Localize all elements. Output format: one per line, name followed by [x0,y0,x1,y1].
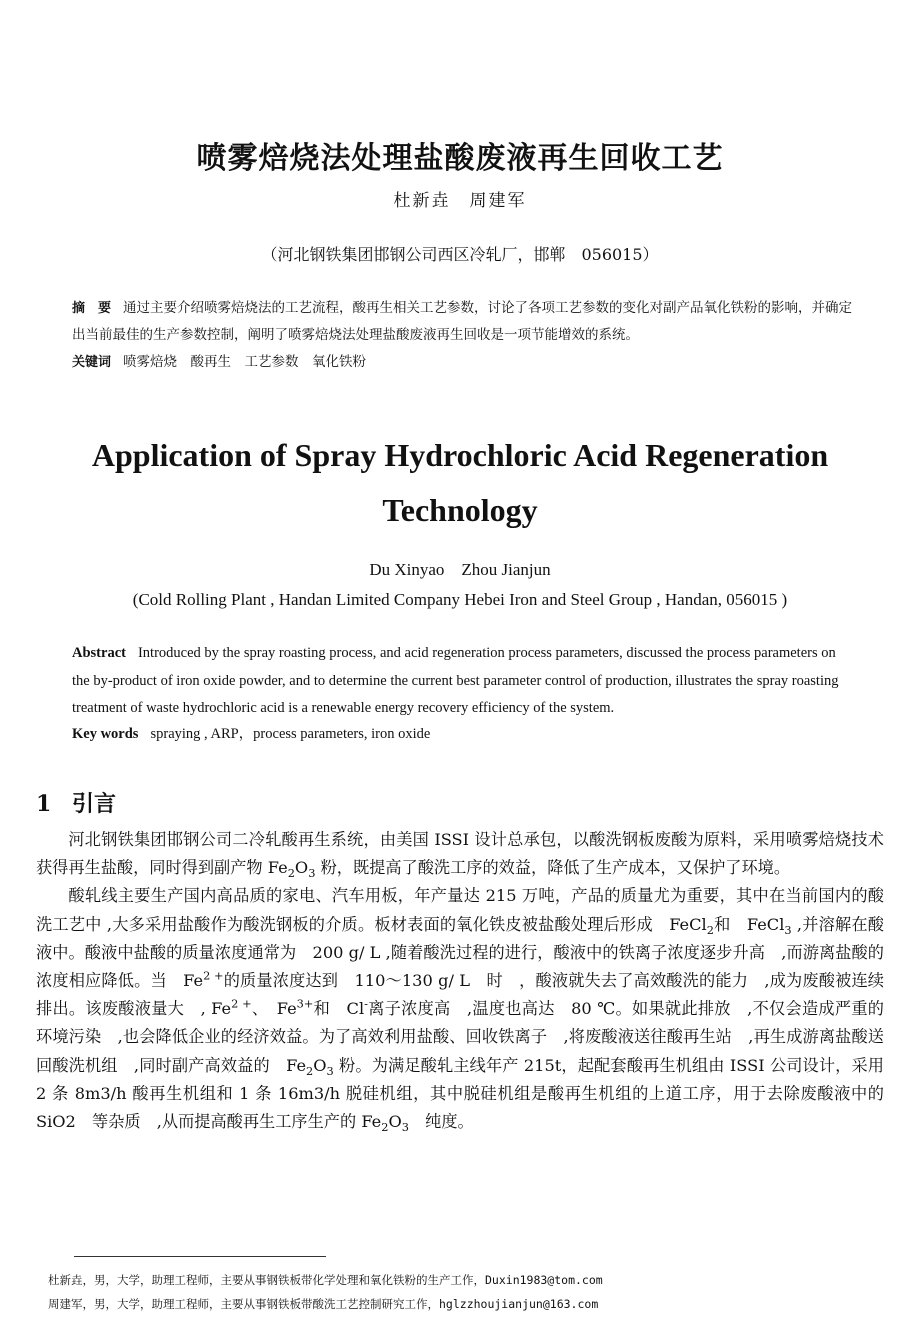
paragraph-2: 酸轧线主要生产国内高品质的家电、汽车用板，年产量达 215 万吨，产品的质量尤为重要，其中在当前国内的酸洗工艺中 ,大多采用盐酸作为酸洗钢板的介质。板材表面的氧化铁皮被盐酸处理后形成 FeCl$_2$和 FeCl$_3$ ,并溶解在酸液中。酸液中盐酸的质量浓度通常为 200 g/ L ,随着酸洗过程的进行，酸液中的铁离子浓度逐步升高 ,而游离盐酸的浓度相应降低。当 $Fe^{2 +}$的质量浓度达到 110～130 g/ L 时 ，酸液就失去了高效酸洗的能力 ,成为废酸被连续排出。该废酸液量大 , $Fe^{2 +}$、 $Fe^{3+}$和 Cl-离子浓度高 ,温度也高达 80 ℃。如果就此排放 ,不仅会造成严重的环境污染 ,也会降低企业的经济效益。为了高效利用盐酸、回收铁离子 ,将废酸液送往酸再生站 ,再生成游离盐酸送回酸洗机组 ,同时副产高效益的 $Fe_2O_3$ 粉。为满足酸轧主线年产 215t，起配套酸再生机组由 ISSI 公司设计，采用 2 条 8m3/h 酸再生机组和 1 条 16m3/h 脱硅机组，其中脱硅机组是酸再生机组的上道工序，用于去除废酸液中的 SiO2 等杂质 ,从而提高酸再生工序生产的 $Fe_2O_3$ 纯度。 [36,886,901,1135]
footnote-2: 周建军，男，大学，助理工程师，主要从事钢铁板带酸洗工艺控制研究工作，hglzzhoujianjun@163.com [48,1297,599,1311]
authors-cn: 杜新垚 周建军 [393,191,527,211]
section-number: 1 [36,791,52,817]
abstract-en-text: Introduced by the spray roasting process, and acid regeneration process parameters, discussed the process parameters on the by-product of iron oxide powder, and to determine the current best parameter control of production, illustrates the spray roasting treatment of waste hydrochloric acid is a renewable energy recovery efficiency of the system. [72,645,839,716]
section-heading [36,787,116,818]
keywords-en-label: Key words [72,726,139,742]
paragraph-1: 河北钢铁集团邯钢公司二冷轧酸再生系统，由美国 ISSI 设计总承包，以酸洗钢板废酸为原料，采用喷雾焙烧技术获得再生盐酸，同时得到副产物 $Fe_2O_3$ 粉，既提高了酸洗工序的效益，降低了生产成本，又保护了环境。 [36,830,884,881]
title-cn: 喷雾焙烧法处理盐酸废液再生回收工艺 [196,141,724,176]
abstract-en [72,640,848,723]
section-title: 引言 [72,791,117,817]
title-en-line2: Technology [382,492,538,528]
keywords-en [72,722,848,743]
footnote-1: 杜新垚，男，大学，助理工程师，主要从事钢铁板带化学处理和氧化铁粉的生产工作，Duxin1983@tom.com [48,1273,603,1287]
keywords-cn-label: 关键词 [72,355,112,370]
section-body [36,826,901,1136]
abstract-cn [72,295,852,349]
affiliation-en: (Cold Rolling Plant , Handan Limited Company Hebei Iron and Steel Group , Handan, 056015 ) [132,590,788,609]
keywords-cn [72,350,852,370]
authors-en: Du Xinyao Zhou Jianjun [369,560,551,579]
keywords-cn-text: 喷雾焙烧 酸再生 工艺参数 氧化铁粉 [123,354,367,370]
abstract-cn-text: 通过主要介绍喷雾焙烧法的工艺流程，酸再生相关工艺参数，讨论了各项工艺参数的变化对副产品氧化铁粉的影响，并确定出当前最佳的生产参数控制，阐明了喷雾焙烧法处理盐酸废液再生回收是一项节能增效的系统。 [72,300,853,343]
footnote-divider [74,1256,326,1257]
abstract-en-label: Abstract [72,645,126,661]
abstract-cn-label: 摘 要 [72,301,112,316]
keywords-en-text: spraying , ARP，process parameters, iron oxide [150,726,431,742]
title-en-line1: Application of Spray Hydrochloric Acid Regeneration [91,437,829,473]
affiliation-cn: （河北钢铁集团邯钢公司西区冷轧厂，邯郸 056015） [261,245,659,264]
